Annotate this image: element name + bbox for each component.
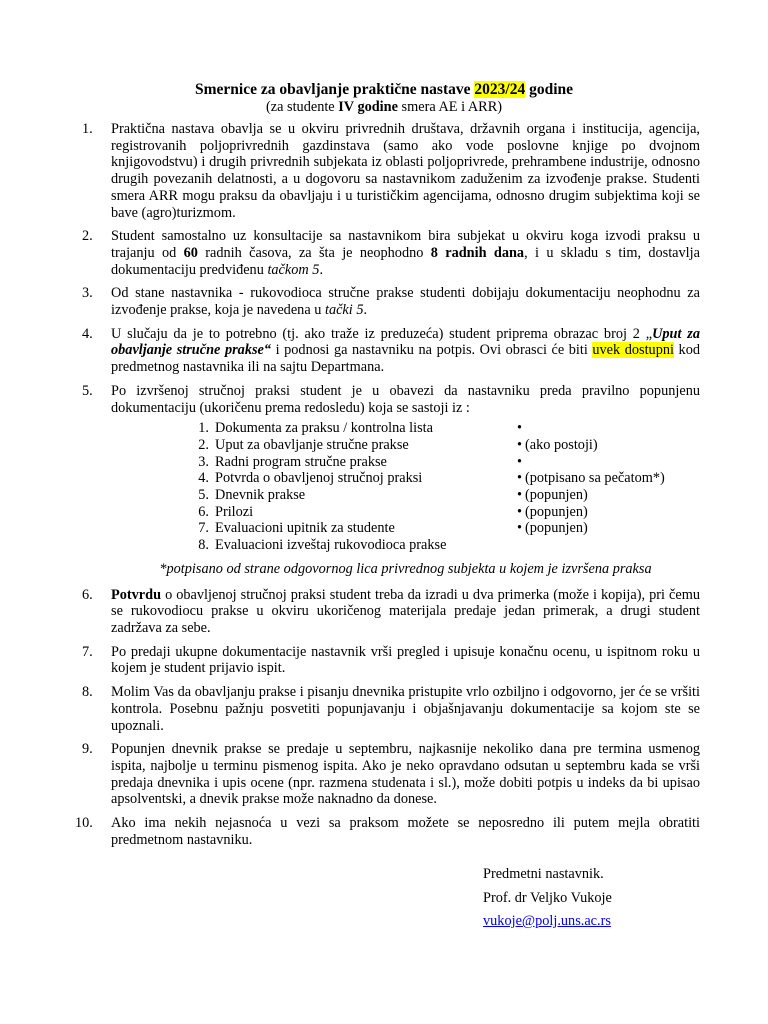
- document-subtitle: [0, 98, 768, 116]
- checklist-label: Dnevnik prakse: [215, 487, 306, 504]
- bullet-icon: •: [517, 503, 523, 520]
- bullet-icon: •: [517, 520, 523, 537]
- item-bold-italic-form: Uput za obavljanje stručne prakse“: [111, 325, 700, 359]
- item-text: o obavljenoj stručnoj praksi student treba da izradi u dva primerka (može i kopija), pri čemu se rukovodiocu prakse u okviru ukoričenog materijala predaje jedan primerak, a drugi student zadržava za sebe.: [111, 586, 700, 636]
- checklist-row: [186, 420, 716, 437]
- checklist-label: Evaluacioni izveštaj rukovodioca prakse: [215, 537, 447, 554]
- subtitle-strong: IV godine: [338, 99, 398, 115]
- checklist-number: 8.: [198, 537, 209, 554]
- list-item-5: [82, 383, 700, 578]
- list-item-1: [82, 121, 700, 221]
- checklist-number: 3.: [198, 453, 209, 470]
- email-link[interactable]: vukoje@polj.uns.ac.rs: [483, 913, 611, 929]
- checklist-note: (potpisano sa pečatom*): [525, 470, 665, 487]
- item-text: radnih časova, za šta je neophodno: [197, 244, 431, 261]
- title-prefix: Smernice za obavljanje praktične nastave: [194, 81, 475, 98]
- checklist-row: [186, 470, 716, 487]
- checklist-note: (popunjen): [525, 487, 588, 504]
- signature-name: Prof. dr Veljko Vukoje: [483, 889, 612, 906]
- item-text: Popunjen dnevnik prakse se predaje u septembru, najkasnije nekoliko dana pre termina usmenog ispita, najbolje u terminu pismenog ispita. Ako je neko opravdano odsutan u septembru kada se vrši predaja dnevnika i upis ocene (npr. razmena studenata i sl.), može dobiti potpis u indeks da bi upisao apsolventski, a dnevik prakse može naknadno da donese.: [111, 741, 700, 808]
- title-suffix: godine: [525, 81, 574, 98]
- item-italic-ref: tačkom 5: [267, 261, 320, 278]
- item-text: .: [363, 302, 368, 319]
- subtitle-before: (za studente: [265, 99, 339, 115]
- bullet-icon: •: [517, 453, 523, 470]
- checklist-label: Prilozi: [215, 503, 254, 520]
- list-item-2: [82, 228, 700, 278]
- item-italic-ref: tački 5: [324, 302, 364, 319]
- bullet-icon: •: [517, 420, 523, 437]
- checklist-row: [186, 537, 716, 554]
- list-item-3: [82, 285, 700, 318]
- list-item-7: [82, 644, 700, 677]
- checklist-row: [186, 487, 716, 504]
- signature-block: [483, 863, 612, 934]
- item-text: Po predaji ukupne dokumentacije nastavnik vrši pregled i upisuje konačnu ocenu, u ispitnom roku u kojem je student prijavio ispit.: [111, 643, 700, 677]
- item-bold-hours: 60: [183, 244, 198, 261]
- item-text: i podnosi ga nastavniku na potpis. Ovi obrasci će biti: [271, 342, 593, 359]
- checklist-note: (popunjen): [525, 520, 588, 537]
- item-number: 9.: [82, 741, 93, 758]
- list-item-6: [82, 587, 700, 637]
- checklist-note: (popunjen): [525, 503, 588, 520]
- subtitle-after: smera AE i ARR): [397, 99, 503, 115]
- checklist-number: 5.: [198, 487, 209, 504]
- document-checklist: [186, 420, 716, 554]
- bullet-icon: •: [517, 487, 523, 504]
- item-text: .: [319, 261, 324, 278]
- bullet-icon: •: [517, 436, 523, 453]
- item-bold-days: 8 radnih dana: [430, 244, 525, 261]
- checklist-label: Uput za obavljanje stručne prakse: [215, 436, 409, 453]
- list-item-8: [82, 684, 700, 734]
- checklist-row: [186, 454, 716, 471]
- item-text: Ako ima nekih nejasnoća u vezi sa praksom možete se neposredno ili putem mejla obratiti predmetnom nastavniku.: [111, 815, 700, 848]
- list-item-10: [75, 815, 700, 848]
- item-number: 1.: [82, 121, 93, 137]
- item-number: 5.: [82, 382, 93, 399]
- checklist-label: Dokumenta za praksu / kontrolna lista: [215, 420, 433, 437]
- item-text: U slučaju da je to potrebno (tj. ako traže iz preduzeća) student priprema obrazac broj 2 „: [111, 325, 653, 342]
- item-bold-confirmation: Potvrdu: [111, 586, 162, 603]
- item-number: 6.: [82, 586, 93, 603]
- item-number: 2.: [82, 228, 93, 245]
- checklist-number: 2.: [198, 436, 209, 453]
- item-text: Student samostalno uz konsultacije sa nastavnikom bira subjekat u okviru koga izvodi praksu u trajanju od: [111, 228, 700, 261]
- item-text: Po izvršenoj stručnoj praksi student je u obavezi da nastavniku preda pravilno popunjenu dokumentaciju (ukoričenu prema redosledu) koja se sastoji iz :: [111, 382, 700, 416]
- list-item-9: [82, 741, 700, 808]
- item-number: 10.: [75, 815, 93, 832]
- checklist-number: 4.: [198, 470, 209, 487]
- item-text: kod predmetnog nastavnika ili na sajtu Departmana.: [111, 342, 700, 376]
- list-item-4: [82, 326, 700, 376]
- item-text: Molim Vas da obavljanju prakse i pisanju dnevnika pristupite vrlo ozbiljno i odgovorno, jer će se vršiti kontrola. Posebnu pažnju posvetiti popunjavanju i objašnjavanju dokumentacije sa kojom ste se upoznali.: [111, 684, 700, 734]
- highlight-always-available: uvek dostupni: [592, 342, 674, 359]
- item-number: 8.: [82, 684, 93, 701]
- checklist-number: 7.: [198, 520, 209, 537]
- stamp-footnote: *potpisano od strane odgovornog lica privrednog subjekta u kojem je izvršena praksa: [159, 560, 652, 577]
- checklist-row: [186, 504, 716, 521]
- title-year-highlight: 2023/24: [474, 81, 526, 98]
- document-title: [0, 80, 768, 99]
- checklist-label: Evaluacioni upitnik za studente: [215, 520, 395, 537]
- checklist-row: [186, 437, 716, 454]
- item-text: , i u skladu s tim, dostavlja dokumentaciju predviđenu: [111, 244, 700, 278]
- checklist-row: [186, 520, 716, 537]
- checklist-number: 6.: [198, 503, 209, 520]
- bullet-icon: [517, 537, 525, 554]
- checklist-note: (ako postoji): [525, 436, 598, 453]
- item-text: Od stane nastavnika - rukovodioca stručne prakse studenti dobijaju dokumentaciju neophodnu za izvođenje prakse, koja je navedena u: [111, 285, 700, 319]
- item-text: Praktična nastava obavlja se u okviru privrednih društava, državnih organa i institucija, agencija, registrovanih poljoprivrednih gazdinstava (samo ako vode poslovne knjige po dvojnom knjigovodstvu) i drugih privrednih subjekata iz oblasti poljoprivrede, prehrambene industrije, odnosno drugih povezanih delatnosti, a u dogovoru sa nastavnikom zaduženim za izvođenje prakse. Studenti smera ARR mogu praksu da obavljaju i u turističkim agencijama, odnosno drugim subjektima koji se bave (agro)turizmom.: [111, 121, 700, 221]
- item-number: 3.: [82, 285, 93, 302]
- checklist-label: Radni program stručne prakse: [215, 453, 387, 470]
- checklist-label: Potvrda o obavljenoj stručnoj praksi: [215, 470, 423, 487]
- item-number: 4.: [82, 325, 93, 342]
- checklist-number: 1.: [198, 420, 209, 437]
- guideline-list: [75, 121, 700, 848]
- item-number: 7.: [82, 643, 93, 660]
- signature-role: Predmetni nastavnik.: [483, 866, 604, 882]
- bullet-icon: •: [517, 470, 523, 487]
